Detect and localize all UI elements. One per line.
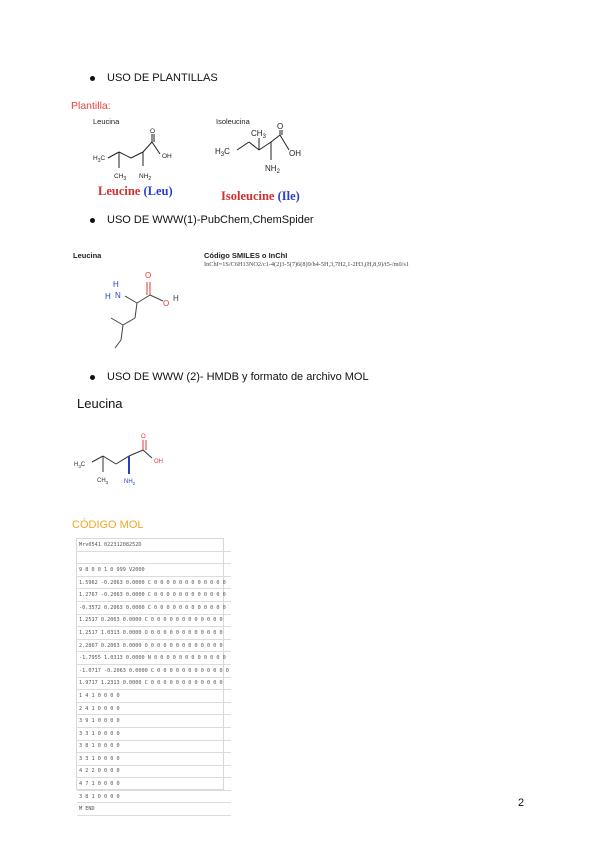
page-number: 2 (518, 797, 525, 809)
mol-line-text: -0.3572 0.2063 0.0000 C 0 0 0 0 0 0 0 0 0 0 0 0 (77, 601, 231, 614)
svg-text:H: H (105, 292, 111, 301)
bullet-item (90, 214, 314, 226)
mol-line-text: 3 9 1 0 0 0 0 (77, 715, 231, 728)
svg-text:OH: OH (162, 153, 172, 160)
mol-line (77, 652, 231, 665)
hmdb-title: Leucina (77, 396, 123, 411)
svg-text:CH3: $CH_3$ (114, 173, 127, 182)
svg-text:OH: OH (289, 149, 301, 158)
bullet-dot (90, 375, 95, 380)
mol-line (77, 539, 231, 551)
smiles-title: Código SMILES o InChI (204, 251, 288, 260)
svg-text:NH2: $NH_2$ (265, 164, 280, 175)
mol-line (77, 664, 231, 677)
bullet-text: USO DE WWW(1)-PubChem,ChemSpider (107, 214, 314, 226)
mol-line-text: 1.2517 1.0313 0.0000 O 0 0 0 0 0 0 0 0 0 0 0 0 (77, 627, 231, 640)
svg-text:N: N (115, 291, 121, 300)
mol-line (77, 627, 231, 640)
leucine-caption-name: Leucine (98, 184, 141, 198)
bullet-dot (90, 218, 95, 223)
mol-line-text (77, 551, 231, 564)
mol-line-text: 4 2 2 0 0 0 0 (77, 765, 231, 778)
isoleucine-template-structure (213, 124, 313, 186)
mol-file-viewer (76, 538, 229, 813)
leucine-template-structure (90, 128, 190, 186)
bullet-dot (90, 76, 95, 81)
svg-text:H: H (113, 280, 119, 289)
mol-line (77, 677, 231, 690)
mol-line (77, 639, 231, 652)
bullet-text: USO DE PLANTILLAS (107, 72, 218, 84)
mol-file-table (77, 539, 231, 816)
mol-line (77, 551, 231, 564)
mol-line-text: -1.0717 -0.2063 0.0000 C 0 0 0 0 0 0 0 0 0 0 0 0 (77, 664, 231, 677)
isoleucine-caption-name: Isoleucine (221, 189, 275, 203)
svg-text:H: H (173, 294, 179, 303)
svg-text:H3C: $H_3C$ (74, 462, 86, 469)
mol-line (77, 576, 231, 589)
mol-line-text: 4 7 1 0 0 0 0 (77, 778, 231, 791)
mol-line (77, 702, 231, 715)
mol-line-text: 1.9717 1.2313 0.0000 C 0 0 0 0 0 0 0 0 0 0 0 0 (77, 677, 231, 690)
bullet-text: USO DE WWW (2)- HMDB y formato de archivo MOL (107, 371, 369, 383)
plantilla-label: Plantilla: (71, 100, 111, 112)
mol-line (77, 790, 231, 803)
mol-line (77, 614, 231, 627)
mol-line-text: 3 3 1 0 0 0 0 (77, 753, 231, 766)
mol-line (77, 727, 231, 740)
svg-text:H3C: $H_3C$ (215, 147, 230, 158)
mol-line-text: M END (77, 803, 231, 816)
leucine-caption-code: (Leu) (143, 184, 173, 198)
mol-line (77, 778, 231, 791)
mol-line (77, 690, 231, 703)
mol-line (77, 601, 231, 614)
mol-line-text: 3 8 1 0 0 0 0 (77, 790, 231, 803)
svg-text:H3C: $H_3C$ (93, 155, 106, 164)
mol-line-text: 1.5962 -0.2063 0.0000 C 0 0 0 0 0 0 0 0 0 0 0 0 (77, 576, 231, 589)
isoleucine-caption (221, 189, 300, 204)
mol-line-text: 2 4 1 0 0 0 0 (77, 702, 231, 715)
leucina-template-label: Leucina (93, 117, 120, 126)
isoleucine-caption-code: (Ile) (277, 189, 300, 203)
mol-line (77, 740, 231, 753)
svg-text:O: O (163, 299, 170, 308)
svg-text:O: O (150, 128, 156, 135)
mol-line (77, 753, 231, 766)
mol-line-text: 1.2767 -0.2063 0.0000 C 0 0 0 0 0 0 0 0 0 0 0 0 (77, 589, 231, 602)
svg-text:NH2: $NH_2$ (124, 479, 136, 486)
svg-text:NH2: $NH_2$ (139, 173, 152, 182)
pubchem-leucina-label: Leucina (73, 251, 102, 260)
mol-line (77, 765, 231, 778)
inchi-code: InChI=1S/C6H13NO2/c1-4(2)3-5(7)6(8)9/h4-5H,3,7H2,1-2H3,(H,8,9)/t5-/m0/s1 (204, 261, 410, 268)
mol-line (77, 803, 231, 816)
mol-line-text: -1.7955 1.0313 0.0000 N 0 0 0 0 0 0 0 0 0 0 0 0 (77, 652, 231, 665)
mol-line-text: Mrv0541 02231208252D (77, 539, 231, 551)
svg-text:CH3: $CH_3$ (97, 478, 109, 485)
codigo-mol-label: CÓDIGO MOL (72, 519, 144, 531)
leucine-caption (98, 184, 173, 199)
mol-line-text: 3 3 1 0 0 0 0 (77, 727, 231, 740)
mol-line (77, 589, 231, 602)
svg-text:O: O (145, 271, 152, 280)
bullet-item (90, 72, 218, 84)
svg-text:O: O (277, 122, 284, 131)
mol-line-text: 9 8 0 0 1 0 999 V2000 (77, 564, 231, 577)
mol-line-text: 1 4 1 0 0 0 0 (77, 690, 231, 703)
svg-text:OH: OH (154, 459, 163, 465)
mol-line-text: 3 8 1 0 0 0 0 (77, 740, 231, 753)
isoleucina-template-label: Isoleucina (216, 117, 250, 126)
mol-line (77, 715, 231, 728)
svg-text:O: O (141, 434, 146, 440)
mol-line-text: 1.2517 0.2063 0.0000 C 0 0 0 0 0 0 0 0 0 0 0 0 (77, 614, 231, 627)
hmdb-leucine-structure (72, 430, 182, 490)
bullet-item (90, 371, 369, 383)
mol-line (77, 564, 231, 577)
svg-text:CH3: $CH_3$ (251, 129, 266, 140)
mol-line-text: 2.2867 0.2063 0.0000 O 0 0 0 0 0 0 0 0 0 0 0 0 (77, 639, 231, 652)
pubchem-leucine-structure (95, 268, 190, 356)
